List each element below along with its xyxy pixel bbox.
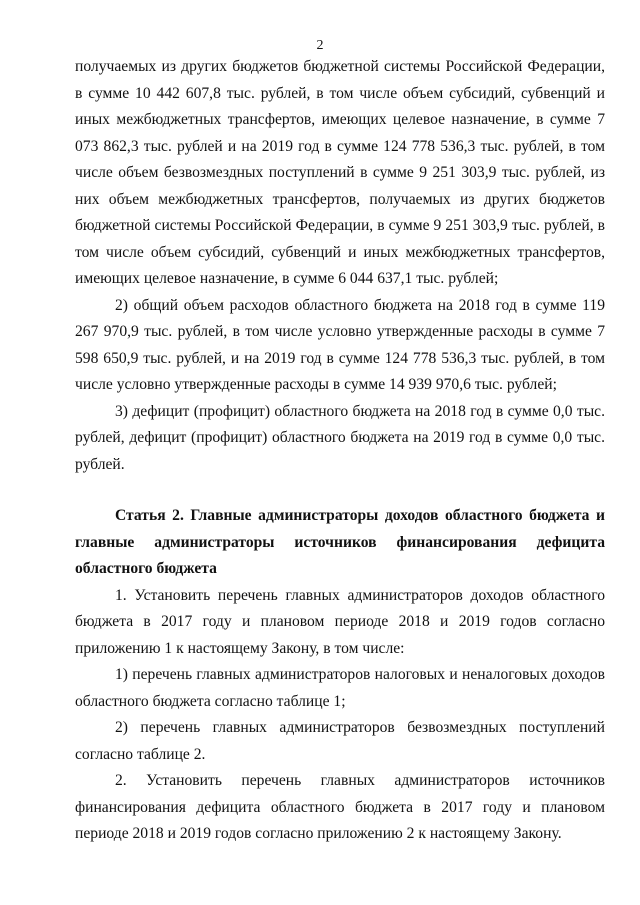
- paragraph-deficit-sources: 2. Установить перечень главных администраторов источников финансирования дефицита областного бюджета в 2017 году и плановом периоде 2018 и 2019 годов согласно приложению 2 к настоящему Закону.: [75, 772, 605, 842]
- paragraph-deficit: 3) дефицит (профицит) областного бюджета на 2018 год в сумме 0,0 тыс. рублей, дефицит (профицит) областного бюджета на 2019 год в сумме 0,0 тыс. рублей.: [75, 402, 605, 473]
- paragraph-revenue-admins: 1. Установить перечень главных администраторов доходов областного бюджета в 2017 году и плановом периоде 2018 и 2019 годов согласно приложению 1 к настоящему Закону, в том числе:: [75, 586, 605, 657]
- page-number: 2: [316, 38, 324, 53]
- paragraph-tax-revenue-list: 1) перечень главных администраторов налоговых и неналоговых доходов областного бюджета согласно таблице 1;: [75, 666, 605, 710]
- paragraph-continuation: получаемых из других бюджетов бюджетной системы Российской Федерации, в сумме 10 442 607,8 тыс. рублей, в том числе объем субсидий, субвенций и иных межбюджетных трансфертов, имеющих целевое назначение, в сумме 7 073 862,3 тыс. рублей и на 2019 год в сумме 124 778 536,3 тыс. рублей, в том числе объем безвозмездных поступлений в сумме 9 251 303,9 тыс. рублей, из них объем межбюджетных трансфертов, получаемых из других бюджетов бюджетной системы Российской Федерации, в сумме 9 251 303,9 тыс. рублей, в том числе объем субсидий, субвенций и иных межбюджетных трансфертов, имеющих целевое назначение, в сумме 6 044 637,1 тыс. рублей;: [75, 58, 605, 287]
- paragraph-gratuitous-receipts-list: 2) перечень главных администраторов безвозмездных поступлений согласно таблице 2.: [75, 719, 605, 763]
- paragraph-expenditure: 2) общий объем расходов областного бюджета на 2018 год в сумме 119 267 970,9 тыс. рублей, в том числе условно утвержденные расходы в сумме 7 598 650,9 тыс. рублей, и на 2019 год в сумме 124 778 536,3 тыс. рублей, в том числе условно утвержденные расходы в сумме 14 939 970,6 тыс. рублей;: [75, 296, 605, 393]
- article-heading: Статья 2. Главные администраторы доходов областного бюджета и главные администраторы источников финансирования дефицита областного бюджета: [75, 507, 605, 577]
- document-body: [75, 54, 605, 848]
